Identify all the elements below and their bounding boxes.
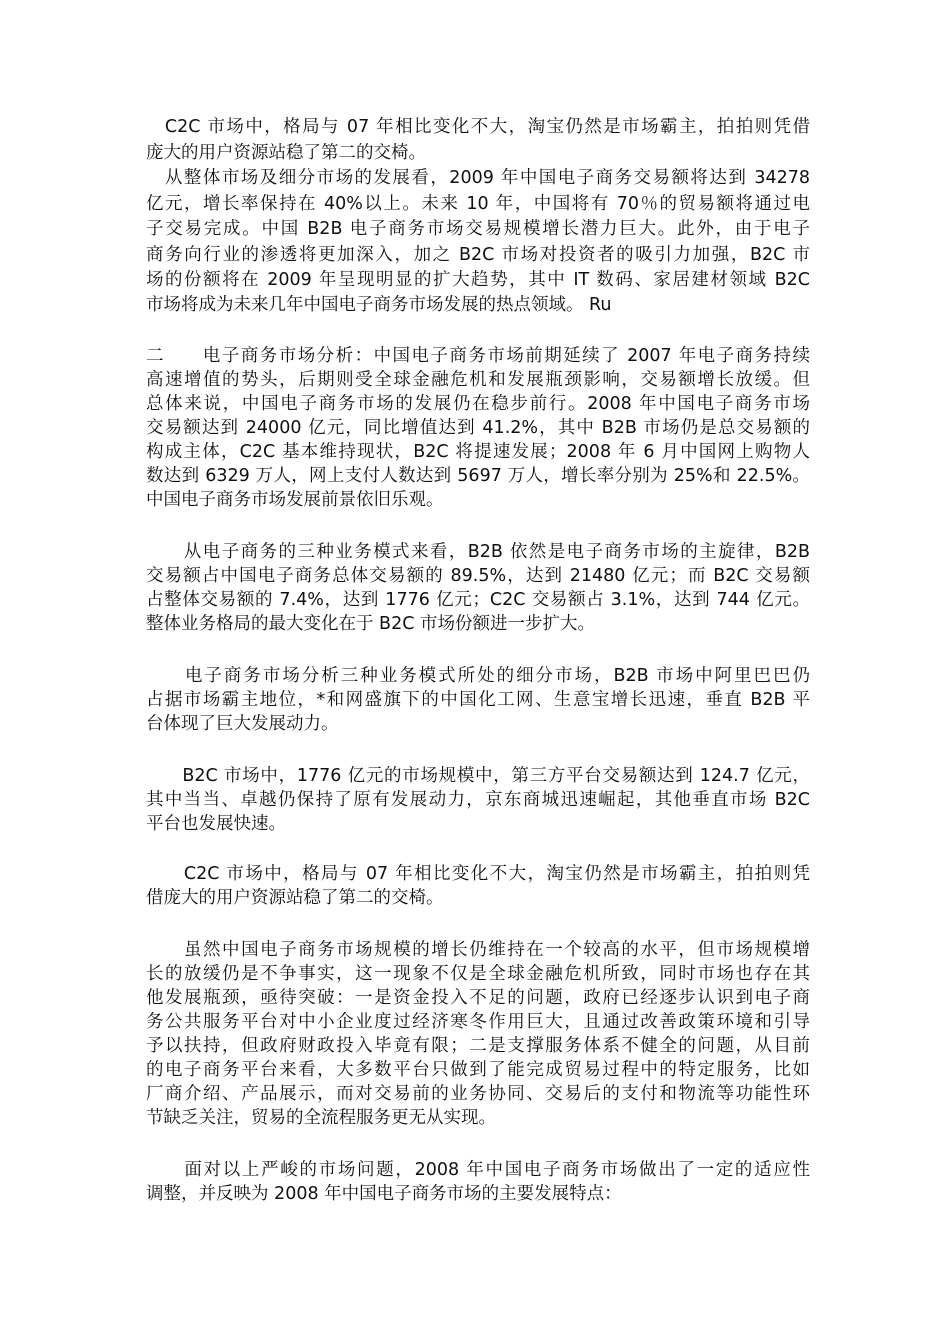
paragraph-line: 台体现了巨大发展动力。 [146,714,339,734]
paragraph-line: 厂商介绍、产品展示，而对交易前的业务协同、交易后的支付和物流等功能性环 [146,1084,810,1104]
paragraph-line: 从整体市场及细分市场的发展看，2009 年中国电子商务交易额将达到 34278 [146,168,810,188]
paragraph-line: 借庞大的用户资源站稳了第二的交椅。 [146,888,444,908]
paragraph-line: 平台也发展快速。 [146,814,286,834]
paragraph-line: 总体来说，中国电子商务市场的发展仍在稳步前行。2008 年中国电子商务市场 [146,394,810,414]
paragraph-line: 交易额达到 24000 亿元，同比增值达到 41.2%，其中 B2B 市场仍是总交易额的 [146,418,810,438]
paragraph-line: 予以扶持，但政府财政投入毕竟有限；二是支撑服务体系不健全的问题，从目前 [146,1036,810,1056]
paragraph-line: 他发展瓶颈，亟待突破：一是资金投入不足的问题，政府已经逐步认识到电子商 [146,988,810,1008]
paragraph-line: 面对以上严峻的市场问题，2008 年中国电子商务市场做出了一定的适应性 [146,1160,810,1180]
paragraph-line: 商务向行业的渗透将更加深入，加之 B2C 市场对投资者的吸引力加强，B2C 市 [146,245,810,265]
paragraph-line: 占据市场霸主地位，*和网盛旗下的中国化工网、生意宝增长迅速，垂直 B2B 平 [146,690,810,710]
paragraph-line: 虽然中国电子商务市场规模的增长仍维持在一个较高的水平，但市场规模增 [146,940,810,960]
paragraph-line: C2C 市场中，格局与 07 年相比变化不大，淘宝仍然是市场霸主，拍拍则凭借 [146,117,810,137]
paragraph-line: 长的放缓仍是不争事实，这一现象不仅是全球金融危机所致，同时市场也存在其 [146,964,810,984]
paragraph-line: 节缺乏关注，贸易的全流程服务更无从实现。 [146,1108,496,1128]
paragraph-line: 务公共服务平台对中小企业度过经济寒冬作用巨大，且通过改善政策环境和引导 [146,1012,810,1032]
paragraph-line: 占整体交易额的 7.4%，达到 1776 亿元；C2C 交易额占 3.1%，达到 744 亿元。 [146,590,810,610]
paragraph-line: 从电子商务的三种业务模式来看，B2B 依然是电子商务市场的主旋律，B2B [146,542,810,562]
paragraph-line: 子交易完成。中国 B2B 电子商务市场交易规模增长潜力巨大。此外，由于电子 [146,219,810,239]
paragraph-line: 调整，并反映为 2008 年中国电子商务市场的主要发展特点： [146,1184,622,1204]
paragraph-line: 亿元，增长率保持在 40%以上。未来 10 年，中国将有 70％的贸易额将通过电 [146,194,810,214]
paragraph-line: 市场将成为未来几年中国电子商务市场发展的热点领域。 Ru [146,295,612,315]
section-heading-line: 二 电子商务市场分析：中国电子商务市场前期延续了 2007 年电子商务持续 [146,346,810,366]
paragraph-line: 其中当当、卓越仍保持了原有发展动力，京东商城迅速崛起，其他垂直市场 B2C [146,790,810,810]
paragraph-line: 场的份额将在 2009 年呈现明显的扩大趋势，其中 IT 数码、家居建材领域 B2C [146,270,810,290]
paragraph-line: 构成主体，C2C 基本维持现状，B2C 将提速发展；2008 年 6 月中国网上购物人 [146,442,810,462]
paragraph-line: 高速增值的势头，后期则受全球金融危机和发展瓶颈影响，交易额增长放缓。但 [146,370,810,390]
paragraph-line: 整体业务格局的最大变化在于 B2C 市场份额进一步扩大。 [146,614,595,634]
paragraph-line: B2C 市场中，1776 亿元的市场规模中，第三方平台交易额达到 124.7 亿元， [146,766,810,786]
paragraph-line: 的电子商务平台来看，大多数平台只做到了能完成贸易过程中的特定服务，比如 [146,1060,810,1080]
paragraph-line: 交易额占中国电子商务总体交易额的 89.5%，达到 21480 亿元；而 B2C 交易额 [146,566,810,586]
paragraph-line: C2C 市场中，格局与 07 年相比变化不大，淘宝仍然是市场霸主，拍拍则凭 [146,864,810,884]
paragraph-line: 庞大的用户资源站稳了第二的交椅。 [146,143,426,163]
paragraph-line: 中国电子商务市场发展前景依旧乐观。 [146,490,444,510]
paragraph-line: 电子商务市场分析三种业务模式所处的细分市场，B2B 市场中阿里巴巴仍 [146,666,810,686]
paragraph-line: 数达到 6329 万人，网上支付人数达到 5697 万人，增长率分别为 25%和 22.5%。 [146,466,810,486]
